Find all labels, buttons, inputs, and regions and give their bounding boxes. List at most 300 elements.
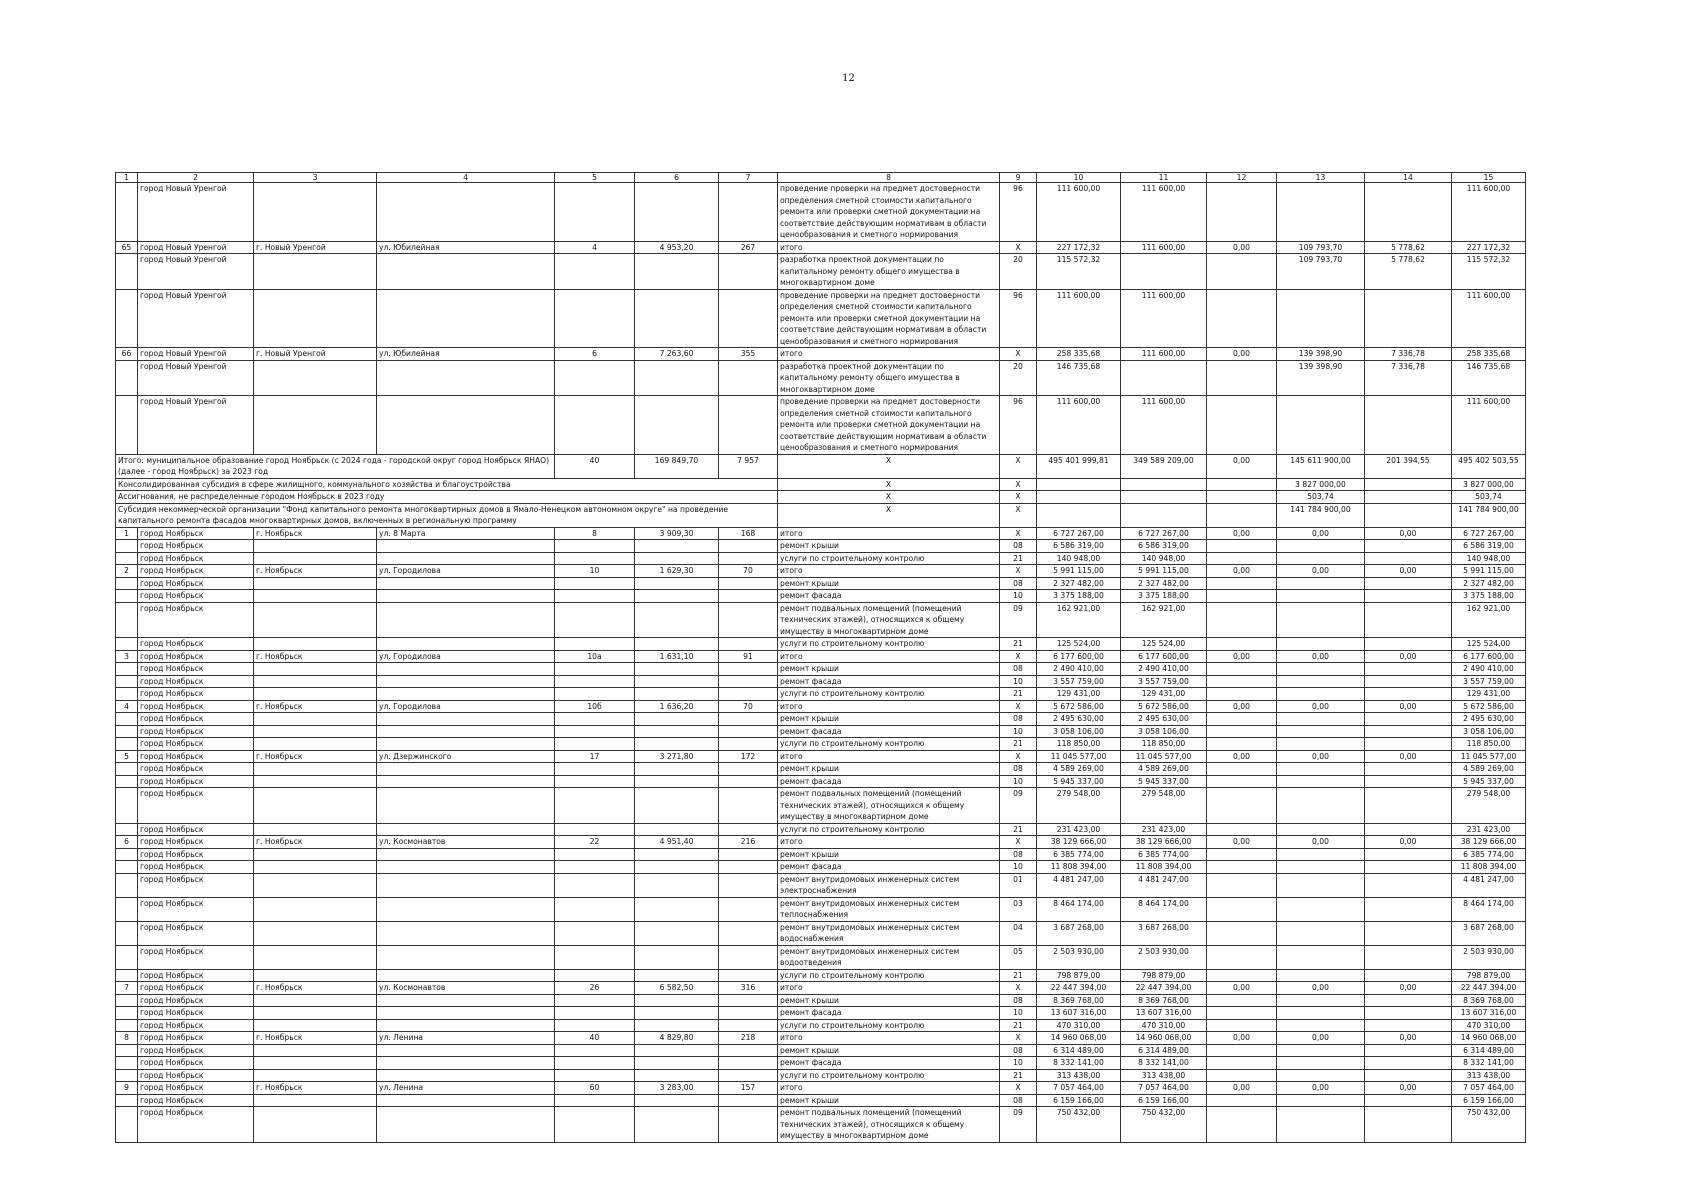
- table-cell: [1207, 289, 1277, 348]
- table-cell: 4: [116, 700, 138, 713]
- table-cell: 118 850,00: [1121, 738, 1207, 751]
- table-cell: [1277, 861, 1365, 874]
- table-row: [116, 1069, 1526, 1082]
- table-cell: 11 808 394,00: [1121, 861, 1207, 874]
- table-cell: [1207, 688, 1277, 701]
- table-cell: итого: [778, 241, 1000, 254]
- table-cell: ул. Ленина: [377, 1082, 555, 1095]
- table-body: [116, 173, 1526, 1143]
- table-cell: [377, 775, 555, 788]
- table-cell: 22: [555, 836, 635, 849]
- table-cell: [719, 1069, 778, 1082]
- table-row: [116, 638, 1526, 651]
- table-cell: 7 057 464,00: [1037, 1082, 1121, 1095]
- table-cell: [377, 675, 555, 688]
- table-cell: [377, 945, 555, 969]
- table-cell: 10: [1000, 590, 1037, 603]
- table-cell: ремонт подвальных помещений (помещений технических этажей), относящихся к общему имуществу в многоквартирном доме: [778, 602, 1000, 638]
- table-row: [116, 823, 1526, 836]
- table-cell: [116, 675, 138, 688]
- table-cell: 13 607 316,00: [1452, 1007, 1526, 1020]
- table-cell: [116, 994, 138, 1007]
- table-cell: [1277, 921, 1365, 945]
- table-cell: [719, 969, 778, 982]
- table-cell: 96: [1000, 183, 1037, 242]
- table-cell: 5 945 337,00: [1037, 775, 1121, 788]
- table-cell: [635, 540, 719, 553]
- table-cell: [116, 725, 138, 738]
- table-cell: город Ноябрьск: [138, 763, 254, 776]
- table-cell: 10: [555, 565, 635, 578]
- table-cell: 6 159 166,00: [1121, 1094, 1207, 1107]
- table-cell: 38 129 666,00: [1037, 836, 1121, 849]
- table-cell: [719, 577, 778, 590]
- table-row: [116, 590, 1526, 603]
- table-cell: [635, 848, 719, 861]
- table-cell: ремонт внутридомовых инженерных систем водоотведения: [778, 945, 1000, 969]
- table-cell: г. Ноябрьск: [254, 527, 377, 540]
- table-cell: [719, 590, 778, 603]
- table-row: [116, 565, 1526, 578]
- table-cell: [377, 1107, 555, 1143]
- table-cell: [116, 590, 138, 603]
- table-cell: город Ноябрьск: [138, 1082, 254, 1095]
- table-cell: город Новый Уренгой: [138, 241, 254, 254]
- table-cell: [254, 945, 377, 969]
- table-cell: 145 611 900,00: [1277, 454, 1365, 478]
- table-cell: [1365, 1007, 1452, 1020]
- table-cell: 38 129 666,00: [1121, 836, 1207, 849]
- table-cell: 1 636,20: [635, 700, 719, 713]
- table-cell: [1277, 1069, 1365, 1082]
- table-cell: 111 600,00: [1452, 396, 1526, 455]
- table-cell: [377, 763, 555, 776]
- table-cell: 0,00: [1277, 836, 1365, 849]
- table-cell: [377, 663, 555, 676]
- table-cell: 3 827 000,00: [1277, 478, 1365, 491]
- table-cell: 4 953,20: [635, 241, 719, 254]
- table-cell: ул. Юбилейная: [377, 241, 555, 254]
- table-cell: [254, 577, 377, 590]
- table-cell: [719, 848, 778, 861]
- table-cell: услуги по строительному контролю: [778, 823, 1000, 836]
- header-cell: 15: [1452, 173, 1526, 183]
- table-cell: 0,00: [1277, 700, 1365, 713]
- table-cell: [1277, 1094, 1365, 1107]
- table-row: [116, 602, 1526, 638]
- table-cell: [555, 396, 635, 455]
- header-cell: 13: [1277, 173, 1365, 183]
- table-cell: [1365, 638, 1452, 651]
- table-cell: 141 784 900,00: [1277, 503, 1365, 527]
- table-cell: [254, 289, 377, 348]
- table-cell: услуги по строительному контролю: [778, 738, 1000, 751]
- table-cell: 111 600,00: [1121, 289, 1207, 348]
- table-row: [116, 348, 1526, 361]
- table-cell: [1207, 848, 1277, 861]
- table-cell: [1365, 823, 1452, 836]
- table-cell: [635, 994, 719, 1007]
- table-cell: 6 159 166,00: [1452, 1094, 1526, 1107]
- table-cell: 3 687 268,00: [1452, 921, 1526, 945]
- table-cell: 111 600,00: [1452, 183, 1526, 242]
- table-cell: 17: [555, 750, 635, 763]
- table-cell: услуги по строительному контролю: [778, 969, 1000, 982]
- table-cell: 162 921,00: [1121, 602, 1207, 638]
- table-cell: 111 600,00: [1452, 289, 1526, 348]
- table-cell: 3 271,80: [635, 750, 719, 763]
- table-cell: итого: [778, 1082, 1000, 1095]
- table-cell: [719, 688, 778, 701]
- table-cell: 313 438,00: [1037, 1069, 1121, 1082]
- table-cell: [1365, 848, 1452, 861]
- table-cell: [254, 969, 377, 982]
- table-cell: [116, 1019, 138, 1032]
- table-cell: город Ноябрьск: [138, 675, 254, 688]
- table-row: [116, 396, 1526, 455]
- table-cell: 14 960 068,00: [1452, 1032, 1526, 1045]
- table-cell: ремонт подвальных помещений (помещений технических этажей), относящихся к общему имуществу в многоквартирном доме: [778, 788, 1000, 824]
- table-cell: [116, 738, 138, 751]
- table-cell: 115 572,32: [1452, 254, 1526, 290]
- table-cell: [1207, 478, 1277, 491]
- table-cell: [635, 969, 719, 982]
- table-cell: город Ноябрьск: [138, 945, 254, 969]
- table-cell: проведение проверки на предмет достоверности определения сметной стоимости капитального ремонта или проверки сметной документации на соответствие действующим нормативам в области ценообразования и сметного нормирования: [778, 289, 1000, 348]
- table-row: [116, 921, 1526, 945]
- table-cell: 21: [1000, 688, 1037, 701]
- table-cell: ремонт фасада: [778, 775, 1000, 788]
- table-cell: [1207, 638, 1277, 651]
- table-cell: [1121, 503, 1207, 527]
- table-cell: [635, 254, 719, 290]
- table-cell: 3 827 000,00: [1452, 478, 1526, 491]
- table-cell: [555, 552, 635, 565]
- table-cell: 140 948,00: [1037, 552, 1121, 565]
- table-cell: [377, 1069, 555, 1082]
- table-cell: [1207, 725, 1277, 738]
- summary-row: [116, 491, 1526, 504]
- table-cell: X: [1000, 478, 1037, 491]
- table-cell: 0,00: [1207, 565, 1277, 578]
- header-cell: 3: [254, 173, 377, 183]
- table-cell: [1365, 775, 1452, 788]
- table-cell: 218: [719, 1032, 778, 1045]
- table-cell: г. Новый Уренгой: [254, 241, 377, 254]
- table-cell: 6 314 489,00: [1037, 1044, 1121, 1057]
- table-cell: 14 960 068,00: [1121, 1032, 1207, 1045]
- table-cell: город Ноябрьск: [138, 921, 254, 945]
- table-cell: [555, 1007, 635, 1020]
- table-cell: 0,00: [1207, 700, 1277, 713]
- table-cell: [635, 713, 719, 726]
- table-cell: [1365, 602, 1452, 638]
- table-cell: [635, 1094, 719, 1107]
- table-cell: [1277, 1044, 1365, 1057]
- table-cell: ул. 8 Марта: [377, 527, 555, 540]
- table-cell: [116, 969, 138, 982]
- table-cell: [116, 1007, 138, 1020]
- table-cell: 0,00: [1207, 836, 1277, 849]
- table-cell: 03: [1000, 897, 1037, 921]
- table-cell: город Ноябрьск: [138, 775, 254, 788]
- table-cell: услуги по строительному контролю: [778, 1019, 1000, 1032]
- table-cell: X: [1000, 348, 1037, 361]
- table-cell: [377, 969, 555, 982]
- table-cell: [254, 994, 377, 1007]
- table-cell: 09: [1000, 602, 1037, 638]
- table-cell: [254, 183, 377, 242]
- table-cell: 6 586 319,00: [1452, 540, 1526, 553]
- table-cell: 21: [1000, 738, 1037, 751]
- table-cell: 495 402 503,55: [1452, 454, 1526, 478]
- table-cell: город Ноябрьск: [138, 969, 254, 982]
- table-cell: 470 310,00: [1121, 1019, 1207, 1032]
- table-cell: [116, 1069, 138, 1082]
- table-cell: город Ноябрьск: [138, 527, 254, 540]
- table-cell: 11 045 577,00: [1037, 750, 1121, 763]
- table-cell: [1207, 788, 1277, 824]
- table-cell: 125 524,00: [1037, 638, 1121, 651]
- table-cell: [1365, 503, 1452, 527]
- table-cell: [555, 945, 635, 969]
- table-cell: 139 398,90: [1277, 348, 1365, 361]
- table-cell: 0,00: [1207, 982, 1277, 995]
- table-cell: X: [778, 503, 1000, 527]
- table-cell: [719, 897, 778, 921]
- table-cell: [1365, 183, 1452, 242]
- table-cell: 750 432,00: [1037, 1107, 1121, 1143]
- table-cell: [1277, 552, 1365, 565]
- table-cell: [254, 873, 377, 897]
- table-cell: [254, 713, 377, 726]
- table-cell: [116, 775, 138, 788]
- table-row: [116, 1082, 1526, 1095]
- table-cell: 08: [1000, 763, 1037, 776]
- table-cell: 2 503 930,00: [1452, 945, 1526, 969]
- table-cell: [1207, 552, 1277, 565]
- table-cell: 40: [555, 1032, 635, 1045]
- table-cell: город Ноябрьск: [138, 1057, 254, 1070]
- table-cell: [719, 713, 778, 726]
- table-cell: [635, 763, 719, 776]
- table-row: [116, 1032, 1526, 1045]
- table-cell: [719, 775, 778, 788]
- header-cell: 4: [377, 173, 555, 183]
- table-cell: 6 177 600,00: [1037, 650, 1121, 663]
- table-cell: 6: [116, 836, 138, 849]
- table-cell: 21: [1000, 552, 1037, 565]
- table-cell: [635, 945, 719, 969]
- table-cell: [377, 360, 555, 396]
- table-row: [116, 848, 1526, 861]
- table-cell: 11 045 577,00: [1452, 750, 1526, 763]
- table-cell: [1207, 1019, 1277, 1032]
- header-cell: 11: [1121, 173, 1207, 183]
- table-cell: [719, 873, 778, 897]
- table-cell: [719, 254, 778, 290]
- table-cell: 2 503 930,00: [1037, 945, 1121, 969]
- table-cell: X: [1000, 836, 1037, 849]
- table-cell: 6 586 319,00: [1121, 540, 1207, 553]
- table-cell: 20: [1000, 254, 1037, 290]
- table-cell: [377, 183, 555, 242]
- table-cell: 08: [1000, 663, 1037, 676]
- table-cell: [635, 775, 719, 788]
- table-cell: 0,00: [1365, 527, 1452, 540]
- table-cell: ул. Городилова: [377, 700, 555, 713]
- table-cell: [1277, 1007, 1365, 1020]
- table-cell: [1207, 183, 1277, 242]
- capital-repair-table: [115, 172, 1526, 1143]
- table-cell: 140 948,00: [1452, 552, 1526, 565]
- table-cell: [719, 552, 778, 565]
- table-cell: [555, 540, 635, 553]
- header-cell: 12: [1207, 173, 1277, 183]
- table-cell: ул. Ленина: [377, 1032, 555, 1045]
- table-cell: город Ноябрьск: [138, 897, 254, 921]
- table-cell: 231 423,00: [1037, 823, 1121, 836]
- table-cell: [1365, 663, 1452, 676]
- table-cell: 111 600,00: [1121, 348, 1207, 361]
- table-cell: город Ноябрьск: [138, 650, 254, 663]
- table-cell: [254, 552, 377, 565]
- table-cell: [719, 861, 778, 874]
- table-cell: [1365, 873, 1452, 897]
- header-cell: 9: [1000, 173, 1037, 183]
- table-row: [116, 788, 1526, 824]
- table-cell: 172: [719, 750, 778, 763]
- table-cell: 96: [1000, 396, 1037, 455]
- table-cell: 201 394,55: [1365, 454, 1452, 478]
- table-cell: [116, 289, 138, 348]
- table-cell: [1365, 478, 1452, 491]
- table-cell: [116, 254, 138, 290]
- table-row: [116, 775, 1526, 788]
- table-cell: 5 991 115,00: [1037, 565, 1121, 578]
- table-cell: 11 808 394,00: [1037, 861, 1121, 874]
- table-cell: 349 589 209,00: [1121, 454, 1207, 478]
- table-cell: [1207, 1044, 1277, 1057]
- table-row: [116, 836, 1526, 849]
- table-cell: [555, 921, 635, 945]
- table-cell: 5 778,62: [1365, 254, 1452, 290]
- table-cell: [377, 1094, 555, 1107]
- table-cell: город Ноябрьск: [138, 688, 254, 701]
- table-cell: ремонт фасада: [778, 1007, 1000, 1020]
- table-cell: 279 548,00: [1452, 788, 1526, 824]
- table-row: [116, 183, 1526, 242]
- table-cell: [635, 1019, 719, 1032]
- table-cell: 7: [116, 982, 138, 995]
- table-cell: [254, 396, 377, 455]
- table-cell: [254, 602, 377, 638]
- table-cell: 0,00: [1365, 700, 1452, 713]
- table-cell: 8 332 141,00: [1037, 1057, 1121, 1070]
- table-cell: 96: [1000, 289, 1037, 348]
- table-cell: 10: [1000, 1007, 1037, 1020]
- table-cell: [1365, 1057, 1452, 1070]
- table-cell: ремонт фасада: [778, 675, 1000, 688]
- table-cell: услуги по строительному контролю: [778, 638, 1000, 651]
- table-cell: [635, 1107, 719, 1143]
- table-cell: [1277, 969, 1365, 982]
- table-cell: [1277, 763, 1365, 776]
- table-cell: 5 672 586,00: [1037, 700, 1121, 713]
- table-cell: город Ноябрьск: [138, 590, 254, 603]
- table-row: [116, 1107, 1526, 1143]
- table-cell: [719, 738, 778, 751]
- table-cell: 04: [1000, 921, 1037, 945]
- table-cell: [1365, 1107, 1452, 1143]
- table-cell: 4 589 269,00: [1121, 763, 1207, 776]
- table-cell: [635, 360, 719, 396]
- table-cell: [254, 360, 377, 396]
- table-cell: итого: [778, 565, 1000, 578]
- table-cell: [1207, 713, 1277, 726]
- table-cell: город Ноябрьск: [138, 638, 254, 651]
- table-cell: ремонт фасада: [778, 1057, 1000, 1070]
- table-cell: г. Ноябрьск: [254, 836, 377, 849]
- table-cell: 2 495 630,00: [1452, 713, 1526, 726]
- table-cell: 7 957: [719, 454, 778, 478]
- table-cell: 231 423,00: [1452, 823, 1526, 836]
- table-cell: 8 464 174,00: [1452, 897, 1526, 921]
- table-cell: г. Ноябрьск: [254, 750, 377, 763]
- table-row: [116, 289, 1526, 348]
- table-cell: [1365, 577, 1452, 590]
- table-cell: [377, 823, 555, 836]
- table-cell: [1365, 738, 1452, 751]
- table-cell: ремонт внутридомовых инженерных систем теплоснабжения: [778, 897, 1000, 921]
- table-cell: [555, 663, 635, 676]
- table-cell: [719, 396, 778, 455]
- header-cell: 2: [138, 173, 254, 183]
- header-cell: 1: [116, 173, 138, 183]
- table-cell: ул. Дзержинского: [377, 750, 555, 763]
- table-cell: город Ноябрьск: [138, 848, 254, 861]
- table-cell: 3 283,00: [635, 1082, 719, 1095]
- table-cell: [1207, 1007, 1277, 1020]
- table-cell: [635, 552, 719, 565]
- table-cell: [1277, 945, 1365, 969]
- table-cell: [1207, 663, 1277, 676]
- table-cell: 2 495 630,00: [1121, 713, 1207, 726]
- table-cell: 129 431,00: [1037, 688, 1121, 701]
- table-cell: 227 172,32: [1452, 241, 1526, 254]
- table-row: [116, 675, 1526, 688]
- table-cell: проведение проверки на предмет достоверности определения сметной стоимости капитального ремонта или проверки сметной документации на соответствие действующим нормативам в области ценообразования и сметного нормирования: [778, 396, 1000, 455]
- table-cell: [555, 823, 635, 836]
- table-cell: X: [778, 478, 1000, 491]
- table-cell: город Ноябрьск: [138, 823, 254, 836]
- table-cell: 227 172,32: [1037, 241, 1121, 254]
- table-cell: 258 335,68: [1037, 348, 1121, 361]
- table-cell: 0,00: [1277, 1082, 1365, 1095]
- table-cell: 313 438,00: [1121, 1069, 1207, 1082]
- table-cell: город Ноябрьск: [138, 1032, 254, 1045]
- table-cell: город Ноябрьск: [138, 713, 254, 726]
- table-cell: итого: [778, 982, 1000, 995]
- table-cell: [555, 1019, 635, 1032]
- table-cell: 6 177 600,00: [1452, 650, 1526, 663]
- table-row: [116, 577, 1526, 590]
- table-cell: [116, 360, 138, 396]
- table-row: [116, 700, 1526, 713]
- summary-label: Итого: муниципальное образование город Ноябрьск (с 2024 года - городской округ город Ноябрьск ЯНАО) (далее - город Ноябрьск) за 2023 год: [116, 454, 555, 478]
- table-cell: город Ноябрьск: [138, 663, 254, 676]
- table-cell: 08: [1000, 540, 1037, 553]
